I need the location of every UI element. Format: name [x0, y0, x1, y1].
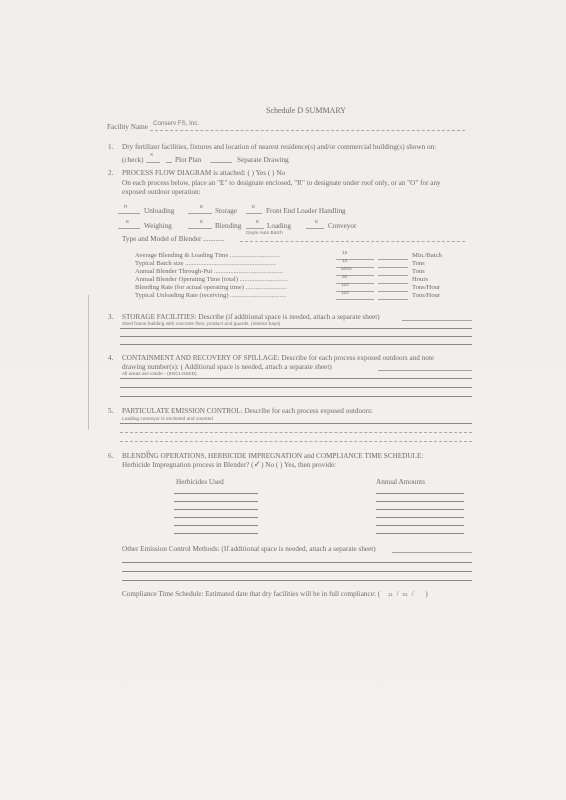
amount-line	[376, 501, 464, 502]
s4-line-tail	[378, 370, 472, 371]
spec-unit: Tons	[412, 268, 425, 275]
spec-label: Annual Blender Operating Time (total) .............................	[135, 276, 288, 283]
s5-line	[120, 432, 472, 433]
s2-line3: exposed outdoor operation:	[122, 188, 201, 196]
spec-label: Blending Rate (for actual operating time) .........................	[135, 284, 287, 291]
s3-text: STORAGE FACILITIES: Describe (if additional space is needed, attach a separate sheet)	[122, 313, 380, 321]
blender-type-label: Type and Model of Blender ............	[122, 235, 225, 243]
s1-number: 1.	[108, 143, 114, 151]
blender-type-value[interactable]: Doyle Auto Batch	[246, 231, 283, 236]
s5-text: PARTICULATE EMISSION CONTROL: Describe for each process exposed outdoors:	[122, 407, 373, 415]
herbicide-no-check[interactable]: ✓	[253, 460, 262, 470]
s1-separate-drawing: Separate Drawing	[237, 156, 289, 164]
s5-line	[120, 423, 472, 424]
s1-check-value[interactable]: X	[150, 153, 154, 158]
s2-line1: PROCESS FLOW DIAGRAM is attached: ( ) Yes ( ) No	[122, 169, 285, 177]
spec-value[interactable]: 90	[342, 275, 348, 280]
weighing-line	[118, 228, 140, 229]
s3-line	[120, 336, 472, 337]
s4-line2: drawing number(s): ( Additional space is needed, attach a separate sheet)	[122, 363, 332, 371]
loading-line	[246, 228, 264, 229]
loading-value[interactable]: E	[256, 220, 260, 225]
herbicides-used-header: Herbicides Used	[176, 478, 224, 486]
s4-number: 4.	[108, 354, 114, 362]
herbicide-line	[174, 533, 258, 534]
unloading-line	[118, 213, 140, 214]
other-line-tail	[392, 552, 472, 553]
spec-unit: Hours	[412, 276, 429, 283]
other-line	[122, 562, 472, 563]
spec-label: Annual Blender Through-Put ..........................................	[135, 268, 284, 275]
spec-unit: Tons/Hour	[412, 292, 441, 299]
facility-value[interactable]: Conserv FS, Inc.	[153, 120, 200, 127]
s3-answer[interactable]: Steel frame building with concrete floor, product and guards. (interior bays)	[122, 322, 281, 327]
amount-line	[376, 525, 464, 526]
blending-value[interactable]: E	[200, 220, 204, 225]
s1-check-label: (check)	[122, 156, 144, 164]
compliance-day[interactable]: 01	[402, 593, 408, 598]
weighing-value[interactable]: E	[126, 220, 130, 225]
s4-line	[120, 396, 472, 397]
s1-check-line	[146, 162, 160, 163]
s3-line-tail	[402, 320, 472, 321]
spec-unit: Tons/Hour	[412, 284, 441, 291]
blending-line	[188, 228, 212, 229]
s2-number: 2.	[108, 169, 114, 177]
conveyor-value[interactable]: E	[315, 220, 319, 225]
spec-label: Average Blending & Loading Time ..............................	[135, 252, 280, 259]
herbicide-line	[174, 509, 258, 510]
unloading-label: Unloading	[144, 207, 175, 215]
spec-line	[378, 275, 408, 276]
spec-label: Typical Unloading Rate (receiving) ..................................	[135, 292, 287, 299]
s6-line1: BLENDING OPERATIONS, HERBICIDE IMPREGNATION and COMPLIANCE TIME SCHEDULE:	[122, 452, 424, 460]
herbicide-line	[174, 501, 258, 502]
front-end-loader-value[interactable]: E	[252, 205, 256, 210]
front-end-loader-line	[246, 213, 262, 214]
storage-label: Storage	[215, 207, 237, 215]
loading-label: Loading	[267, 222, 291, 230]
other-line	[122, 580, 472, 581]
spec-value[interactable]: 10	[342, 259, 348, 264]
s4-line	[120, 387, 472, 388]
spec-value[interactable]: 100	[341, 291, 350, 296]
s4-line1: CONTAINMENT AND RECOVERY OF SPILLAGE: Describe for each process exposed outdoors and note	[122, 354, 435, 362]
spec-label: Typical Batch size .......................................................	[135, 260, 276, 267]
weighing-label: Weighing	[144, 222, 172, 230]
s6-line2: Herbicide Impregnation process in Blender? (✓) No ( ) Yes, then provide:	[122, 460, 337, 470]
spec-line	[378, 259, 408, 260]
unloading-value[interactable]: R	[124, 205, 128, 210]
spec-value[interactable]: 100	[341, 283, 350, 288]
herbicide-line	[174, 525, 258, 526]
page-edge-shadow	[88, 295, 89, 430]
conveyor-line	[306, 228, 324, 229]
conveyor-label: Conveyor	[328, 222, 357, 230]
spec-line	[378, 299, 408, 300]
other-line	[122, 571, 472, 572]
s2-line2: On each process below, place an "E" to designate enclosed, "R" to designate under roof only, or an "O" for any	[122, 179, 441, 187]
s3-line	[120, 328, 472, 329]
form-title: Schedule D SUMMARY	[266, 106, 347, 115]
facility-line	[150, 130, 465, 131]
s1-plot-line	[210, 162, 232, 163]
s1-plot-plan: Plot Plan	[175, 156, 202, 164]
blender-type-line	[240, 241, 465, 242]
storage-value[interactable]: E	[200, 205, 204, 210]
facility-label: Facility Name	[107, 123, 148, 131]
s5-line	[120, 441, 472, 442]
blending-label: Blending	[215, 222, 242, 230]
compliance-month[interactable]: 11	[387, 593, 393, 598]
spec-unit: Tons	[412, 260, 425, 267]
annual-amounts-header: Annual Amounts	[376, 478, 425, 486]
front-end-loader-label: Front End Loader Handling	[266, 207, 346, 215]
spec-line	[378, 283, 408, 284]
s1-text: Dry fertilizer facilities, fixtures and location of nearest residence(s) and/or commercial building(s) shown on:	[122, 143, 437, 151]
spec-value[interactable]: 5000	[341, 267, 352, 272]
spec-value[interactable]: 15	[342, 251, 348, 256]
amount-line	[376, 509, 464, 510]
s6-number: 6.	[108, 452, 114, 460]
spec-unit: Min./Batch	[412, 252, 442, 259]
amount-line	[376, 533, 464, 534]
spec-line	[378, 267, 408, 268]
herbicide-line	[174, 517, 258, 518]
s5-answer[interactable]: Loading conveyor is enclosed and covered	[122, 417, 213, 422]
s4-line	[120, 378, 472, 379]
s5-number: 5.	[108, 407, 114, 415]
compliance-schedule: Compliance Time Schedule: Estimated date that dry facilities will be in full compliance: ( 11 / 01 / )	[122, 590, 428, 598]
storage-line	[188, 213, 212, 214]
spec-line	[378, 291, 408, 292]
other-emission-control: Other Emission Control Methods: (If additional space is needed, attach a separate sheet)	[122, 545, 376, 553]
herbicide-line	[174, 493, 258, 494]
s3-line	[120, 344, 472, 345]
s3-number: 3.	[108, 313, 114, 321]
spec-line	[336, 299, 374, 300]
amount-line	[376, 517, 464, 518]
s4-answer[interactable]: All areas are inside - (ENCLOSED)	[122, 372, 197, 377]
amount-line	[376, 493, 464, 494]
s1-check-line-2	[166, 162, 172, 163]
